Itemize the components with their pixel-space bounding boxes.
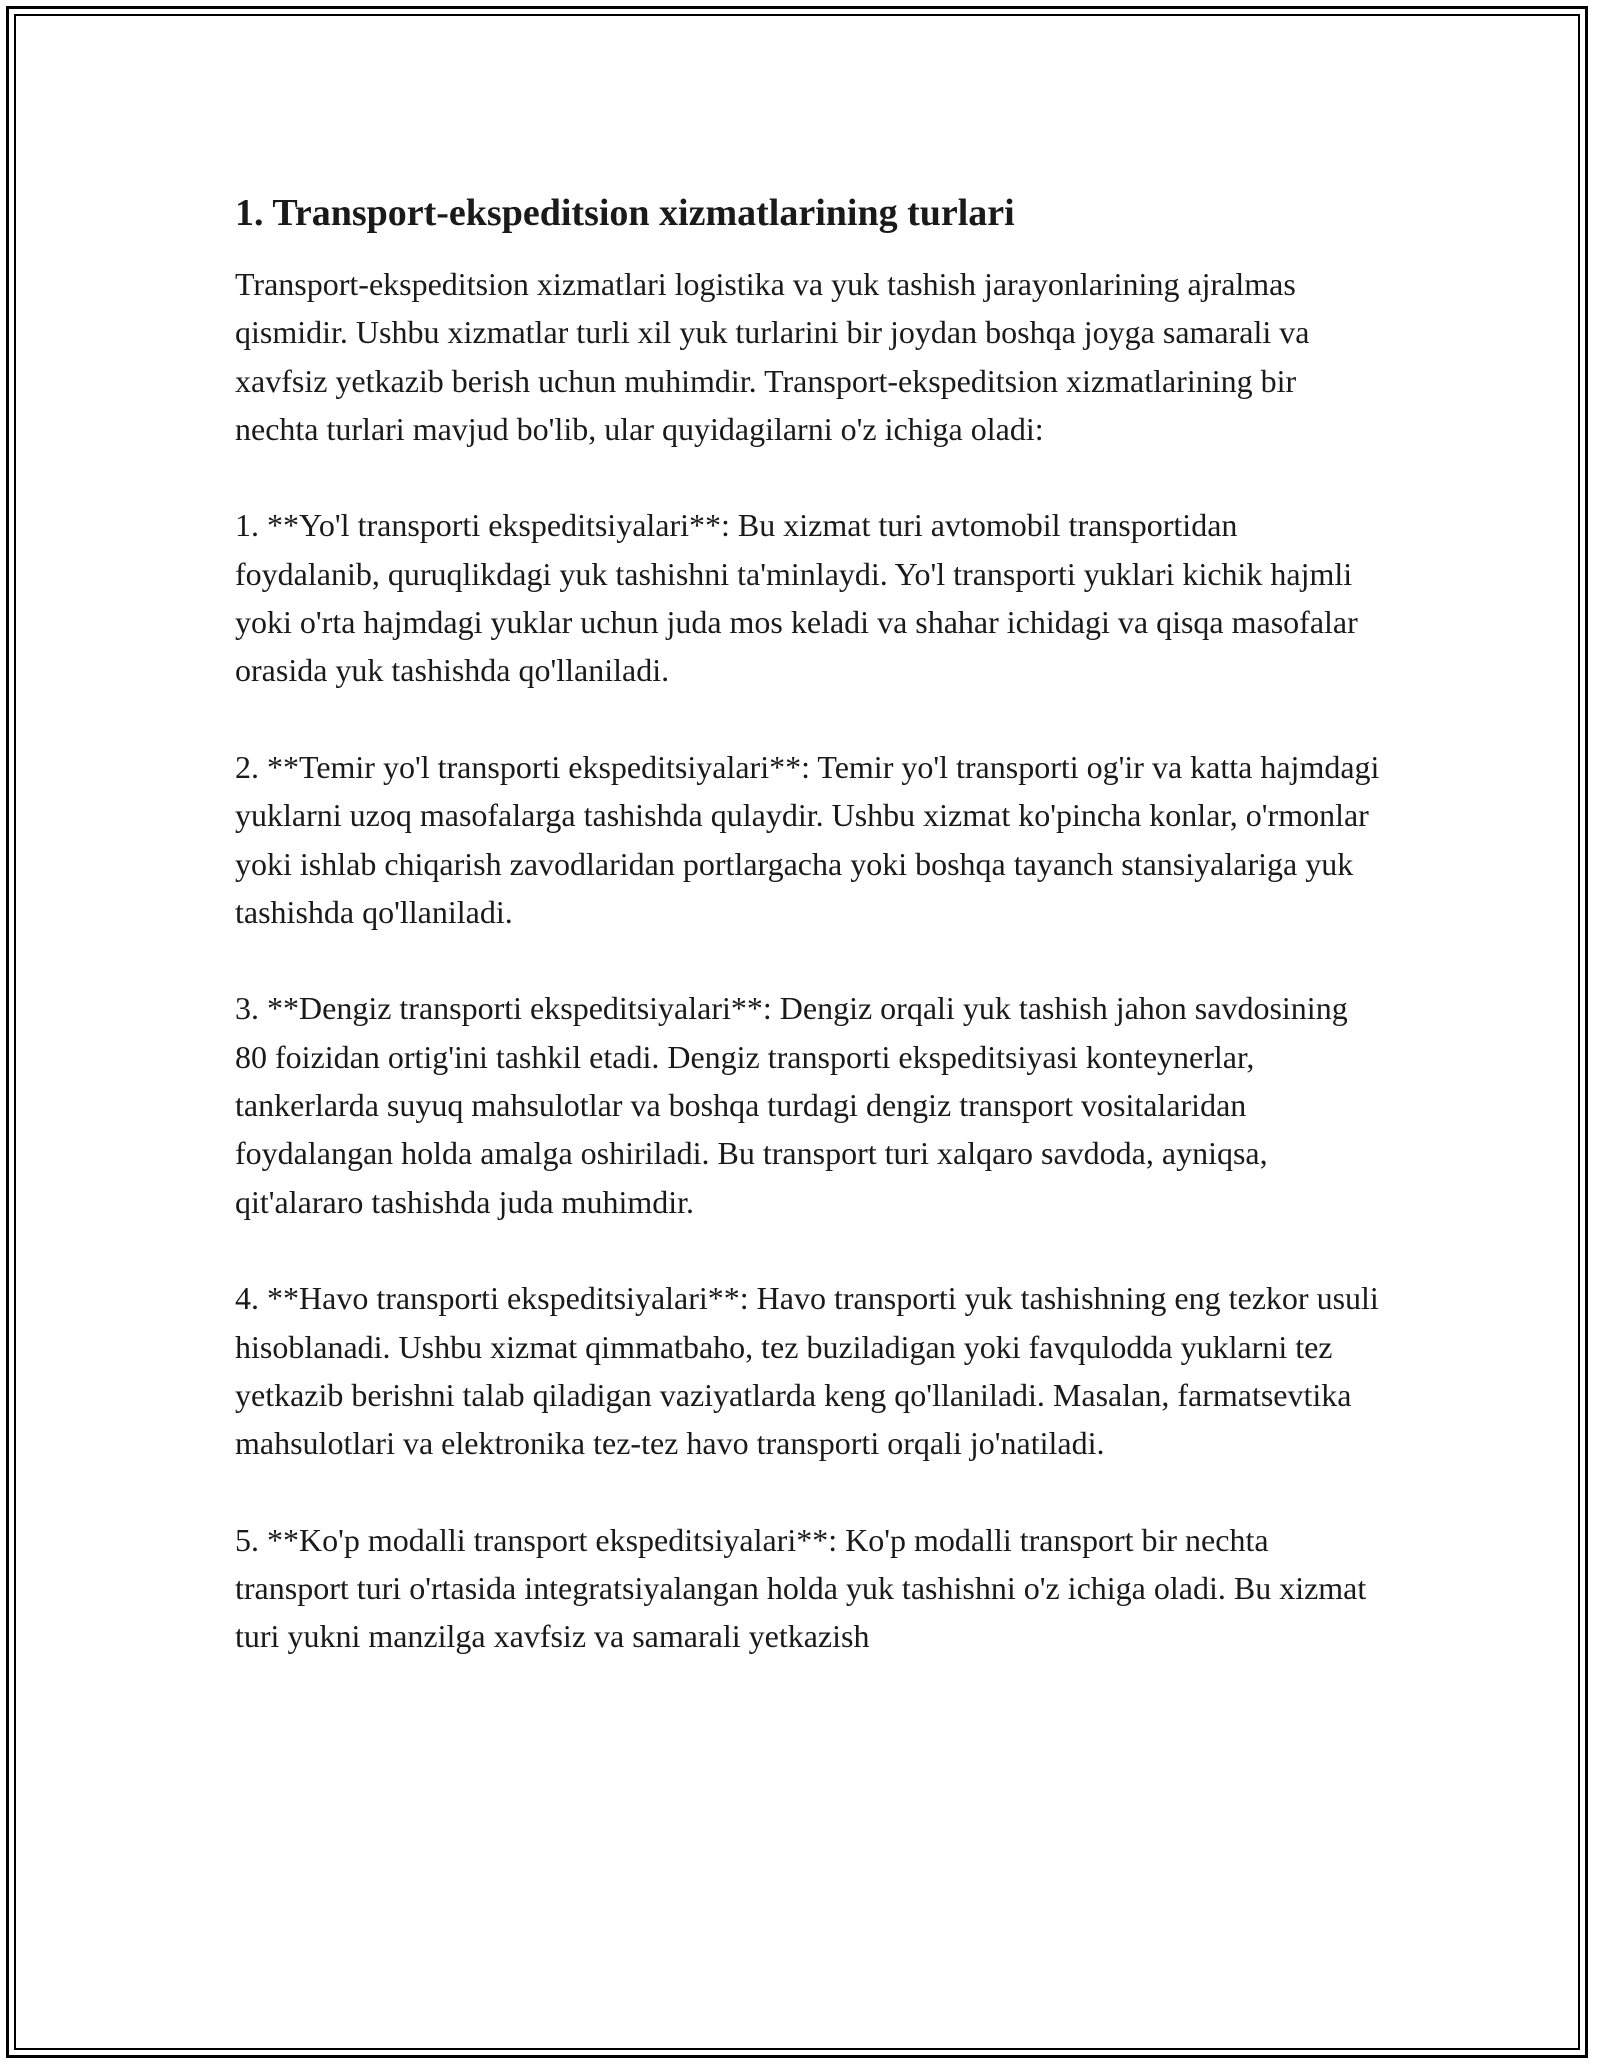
document-body bbox=[235, 188, 1385, 1709]
list-item-sea-transport: 3. **Dengiz transporti ekspeditsiyalari**: Dengiz orqali yuk tashish jahon savdosining 80 foizidan ortig'ini tashkil etadi. Dengiz transporti ekspeditsiyasi konteynerlar, tankerlarda suyuq mahsulotlar va boshqa turdagi dengiz transport vositalaridan foydalangan holda amalga oshiriladi. Bu transport turi xalqaro savdoda, ayniqsa, qit'alararo tashishda juda muhimdir. bbox=[235, 990, 1348, 1220]
intro-paragraph: Transport-ekspeditsion xizmatlari logistika va yuk tashish jarayonlarining ajralmas qismidir. Ushbu xizmatlar turli xil yuk turlarini bir joydan boshqa joyga samarali va xavfsiz yetkazib berish uchun muhimdir. Transport-ekspeditsion xizmatlarining bir nechta turlari mavjud bo'lib, ular quyidagilarni o'z ichiga oladi: bbox=[235, 266, 1310, 447]
list-item-air-transport: 4. **Havo transporti ekspeditsiyalari**: Havo transporti yuk tashishning eng tezkor usuli hisoblanadi. Ushbu xizmat qimmatbaho, tez buziladigan yoki favqulodda yuklarni tez yetkazib berishni talab qiladigan vaziyatlarda keng qo'llaniladi. Masalan, farmatsevtika mahsulotlari va elektronika tez-tez havo transporti orqali jo'natiladi. bbox=[235, 1280, 1379, 1462]
list-item-rail-transport: 2. **Temir yo'l transporti ekspeditsiyalari**: Temir yo'l transporti og'ir va katta hajmdagi yuklarni uzoq masofalarga tashishda qulaydir. Ushbu xizmat ko'pincha konlar, o'rmonlar yoki ishlab chiqarish zavodlaridan portlargacha yoki boshqa tayanch stansiyalariga yuk tashishda qo'llaniladi. bbox=[235, 748, 1380, 930]
list-item-road-transport: 1. **Yo'l transporti ekspeditsiyalari**: Bu xizmat turi avtomobil transportidan foydalanib, quruqlikdagi yuk tashishni ta'minlaydi. Yo'l transporti yuklari kichik hajmli yoki o'rta hajmdagi yuklar uchun juda mos keladi va shahar ichidagi va qisqa masofalar orasida yuk tashishda qo'llaniladi. bbox=[235, 507, 1358, 689]
list-item-multimodal-transport: 5. **Ko'p modalli transport ekspeditsiyalari**: Ko'p modalli transport bir nechta transport turi o'rtasida integratsiyalangan holda yuk tashishni o'z ichiga oladi. Bu xizmat turi yukni manzilga xavfsiz va samarali yetkazish bbox=[235, 1521, 1367, 1655]
section-heading: 1. Transport-ekspeditsion xizmatlarining turlari bbox=[235, 192, 1015, 234]
